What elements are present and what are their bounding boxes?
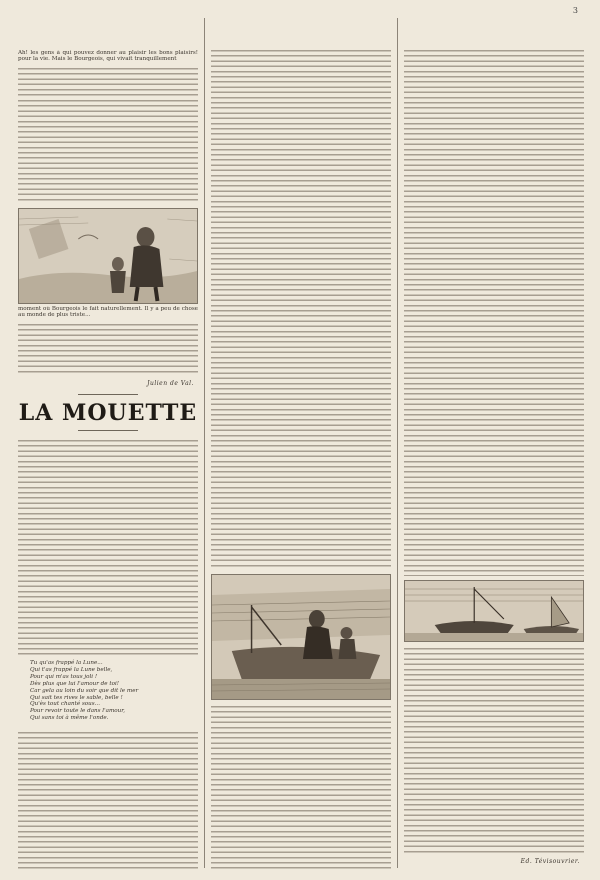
text-block [18,98,198,204]
illustration-artwork [19,209,197,303]
illustration-man-with-child [18,208,198,304]
column-divider [397,18,398,868]
poem-line: Qui sait tes rives le sable, belle ! [30,694,123,701]
poem-line: Qu'ès tout chanté sous... [30,701,100,708]
author-signature: Ed. Tévisouvrier. [520,858,580,865]
text-block [404,646,584,854]
text-block [18,438,198,656]
separator-rule [78,394,138,395]
text-block [18,322,198,374]
column-3 [404,18,584,870]
illustration-artwork [405,581,583,641]
text-block [18,66,198,96]
article-title: LA MOUETTE [18,400,198,426]
illustration-fishing-boats [404,580,584,642]
poem-line: Tu qu'as frappé la Lune... [30,660,103,666]
poem-line: Dès plus que lui l'amour de toi! [30,680,120,687]
text-block [211,48,391,568]
poem-verse [30,660,194,722]
poem-line: Pour revoir toute le dans l'amour, [30,708,126,715]
caption-text: moment où Bourgeois le fait naturellement. Il y a peu de chose au monde de plus triste... [18,306,198,319]
column-divider [204,18,205,868]
illustration-boatman-scene [211,574,391,700]
poem-line: Qui sans toi à même l'onde. [30,715,109,722]
column-1-opening-text: Ah! les gens à qui pouvez donner au plaisir les bons plaisirs! pour la vie. Mais le Bourgeois, qui vivait tranquillement [18,50,198,63]
text-block [211,704,391,870]
author-signature: Julien de Val. [147,380,194,387]
page-number: 3 [572,6,578,15]
separator-rule [78,430,138,431]
poem-line: Pour qui m'as tous joli ! [30,673,98,680]
text-block [18,730,198,870]
illustration-artwork [212,575,390,699]
column-1 [18,18,198,870]
poem-line: Car gela au loin du soir que dit le mer [30,687,139,694]
column-2 [211,18,391,870]
text-block [404,48,584,576]
poem-line: Qui t'as frappé la Lune belle, [30,666,113,673]
